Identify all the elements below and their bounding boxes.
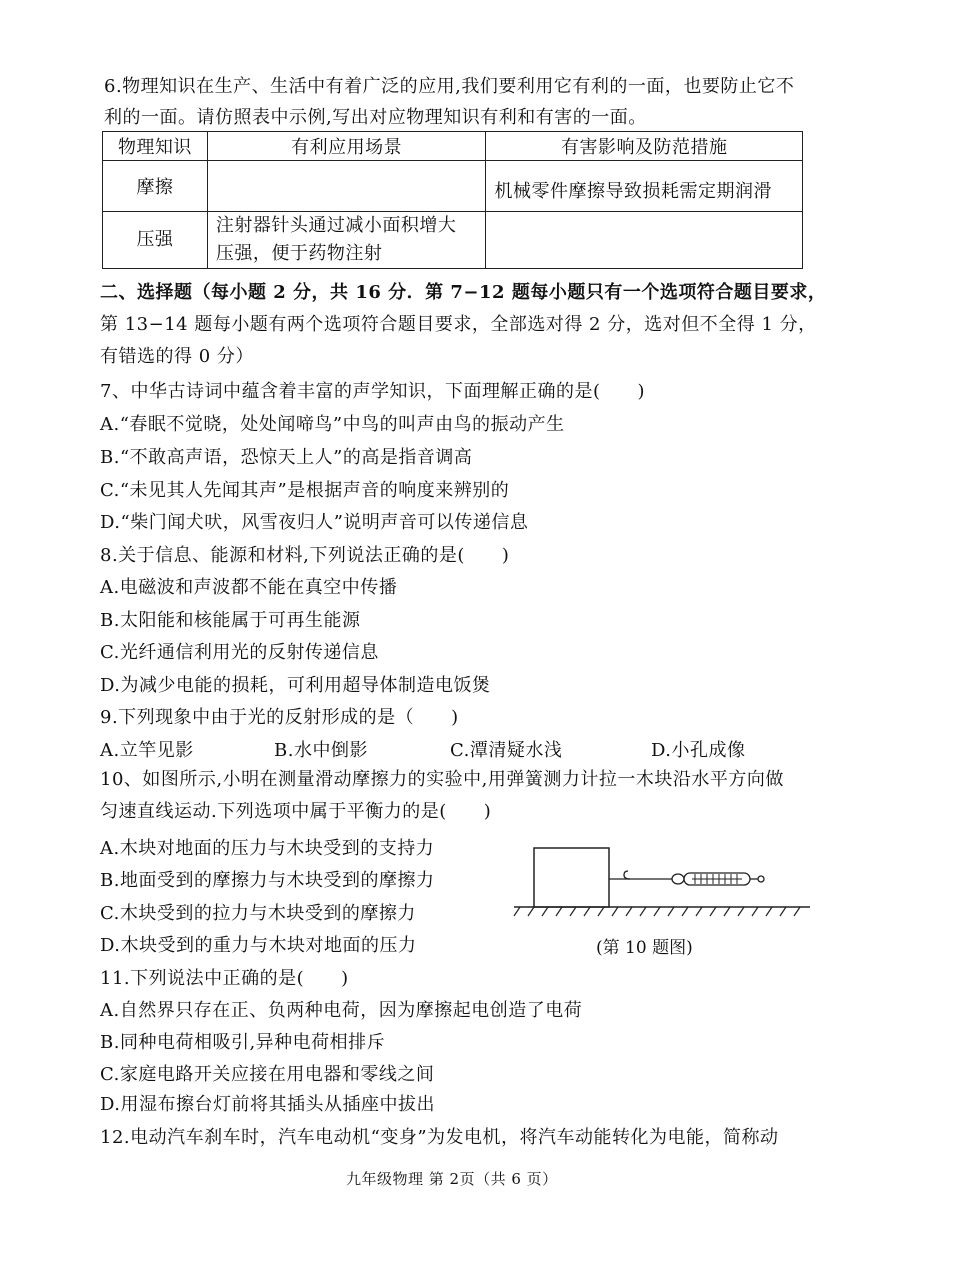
section2-heading-line1: 二、选择题（每小题 2 分，共 16 分．第 7−12 题每小题只有一个选项符合题目要求， xyxy=(100,282,827,303)
q8-option-d[interactable]: D.为减少电能的损耗，可利用超导体制造电饭煲 xyxy=(100,675,491,696)
section2-heading-line2: 第 13−14 题每小题有两个选项符合题目要求，全部选对得 2 分，选对但不全得 1 分， xyxy=(100,314,817,335)
page-footer: 九年级物理 第 2页（共 6 页） xyxy=(346,1170,558,1188)
cell-pressure-harmful-blank[interactable] xyxy=(486,212,803,269)
q11-option-d[interactable]: D.用湿布擦台灯前将其插头从插座中拔出 xyxy=(100,1094,436,1115)
q8-stem: 8.关于信息、能源和材料,下列说法正确的是( ) xyxy=(100,545,510,566)
q7-option-c[interactable]: C.“未见其人先闻其声”是根据声音的响度来辨别的 xyxy=(100,480,510,501)
table-row xyxy=(103,161,803,212)
ground-surface xyxy=(514,907,810,916)
q8-option-a[interactable]: A.电磁波和声波都不能在真空中传播 xyxy=(100,577,398,598)
q7-option-d[interactable]: D.“柴门闻犬吠，风雪夜归人”说明声音可以传递信息 xyxy=(100,512,529,533)
q10-figure-caption: (第 10 题图) xyxy=(596,938,693,958)
q6-table xyxy=(102,131,803,269)
q6-stem-line1: 6.物理知识在生产、生活中有着广泛的应用,我们要利用它有利的一面，也要防止它不 xyxy=(104,76,795,97)
q12-stem-line1: 12.电动汽车刹车时，汽车电动机“变身”为发电机，将汽车动能转化为电能，简称动 xyxy=(100,1127,779,1148)
cell-friction: 摩擦 xyxy=(103,161,208,212)
cell-friction-harmful: 机械零件摩擦导致损耗需定期润滑 xyxy=(486,161,803,212)
wooden-block xyxy=(534,848,609,907)
cell-pressure-beneficial-line1: 注射器针头通过减小面积增大 xyxy=(215,215,457,236)
q9-option-a[interactable]: A.立竿见影 xyxy=(100,740,194,761)
q11-stem: 11.下列说法中正确的是( ) xyxy=(100,968,349,989)
cell-friction-beneficial-blank[interactable] xyxy=(207,161,486,212)
table-header-row xyxy=(103,132,803,161)
q7-stem: 7、中华古诗词中蕴含着丰富的声学知识，下面理解正确的是( ) xyxy=(100,381,645,402)
q9-option-c[interactable]: C.潭清疑水浅 xyxy=(450,740,563,761)
section2-heading-line3: 有错选的得 0 分） xyxy=(100,346,254,367)
q9-option-b[interactable]: B.水中倒影 xyxy=(274,740,368,761)
q11-option-c[interactable]: C.家庭电路开关应接在用电器和零线之间 xyxy=(100,1064,435,1085)
q9-options-row xyxy=(0,739,979,763)
header-harmful-effect: 有害影响及防范措施 xyxy=(486,132,803,161)
q10-stem-line2: 匀速直线运动.下列选项中属于平衡力的是( ) xyxy=(100,801,492,822)
q9-option-d[interactable]: D.小孔成像 xyxy=(651,740,746,761)
header-beneficial-use: 有利应用场景 xyxy=(207,132,486,161)
q10-stem-line1: 10、如图所示,小明在测量滑动摩擦力的实验中,用弹簧测力计拉一木块沿水平方向做 xyxy=(100,769,784,790)
q10-option-c[interactable]: C.木块受到的拉力与木块受到的摩擦力 xyxy=(100,903,416,924)
q10-figure xyxy=(512,843,812,923)
q6-stem-line2: 利的一面。请仿照表中示例,写出对应物理知识有利和有害的一面。 xyxy=(104,107,647,128)
cell-pressure-beneficial-line2: 压强，便于药物注射 xyxy=(215,243,383,264)
q7-option-b[interactable]: B.“不敢高声语，恐惊天上人”的高是指音调高 xyxy=(100,447,473,468)
q10-option-d[interactable]: D.木块受到的重力与木块对地面的压力 xyxy=(100,935,417,956)
q11-option-a[interactable]: A.自然界只存在正、负两种电荷，因为摩擦起电创造了电荷 xyxy=(100,1000,583,1021)
q9-stem: 9.下列现象中由于光的反射形成的是（ ) xyxy=(100,707,459,728)
q10-option-a[interactable]: A.木块对地面的压力与木块受到的支持力 xyxy=(100,838,435,859)
q8-option-c[interactable]: C.光纤通信利用光的反射传递信息 xyxy=(100,642,379,663)
q11-option-b[interactable]: B.同种电荷相吸引,异种电荷相排斥 xyxy=(100,1032,386,1053)
table-row xyxy=(103,212,803,269)
header-physics-knowledge: 物理知识 xyxy=(103,132,208,161)
cell-pressure: 压强 xyxy=(103,212,208,269)
spring-scale-icon xyxy=(609,871,764,885)
q10-option-b[interactable]: B.地面受到的摩擦力与木块受到的摩擦力 xyxy=(100,870,435,891)
q8-option-b[interactable]: B.太阳能和核能属于可再生能源 xyxy=(100,610,361,631)
q7-option-a[interactable]: A.“春眠不觉晓，处处闻啼鸟”中鸟的叫声由鸟的振动产生 xyxy=(100,414,565,435)
cell-pressure-beneficial xyxy=(207,212,486,269)
